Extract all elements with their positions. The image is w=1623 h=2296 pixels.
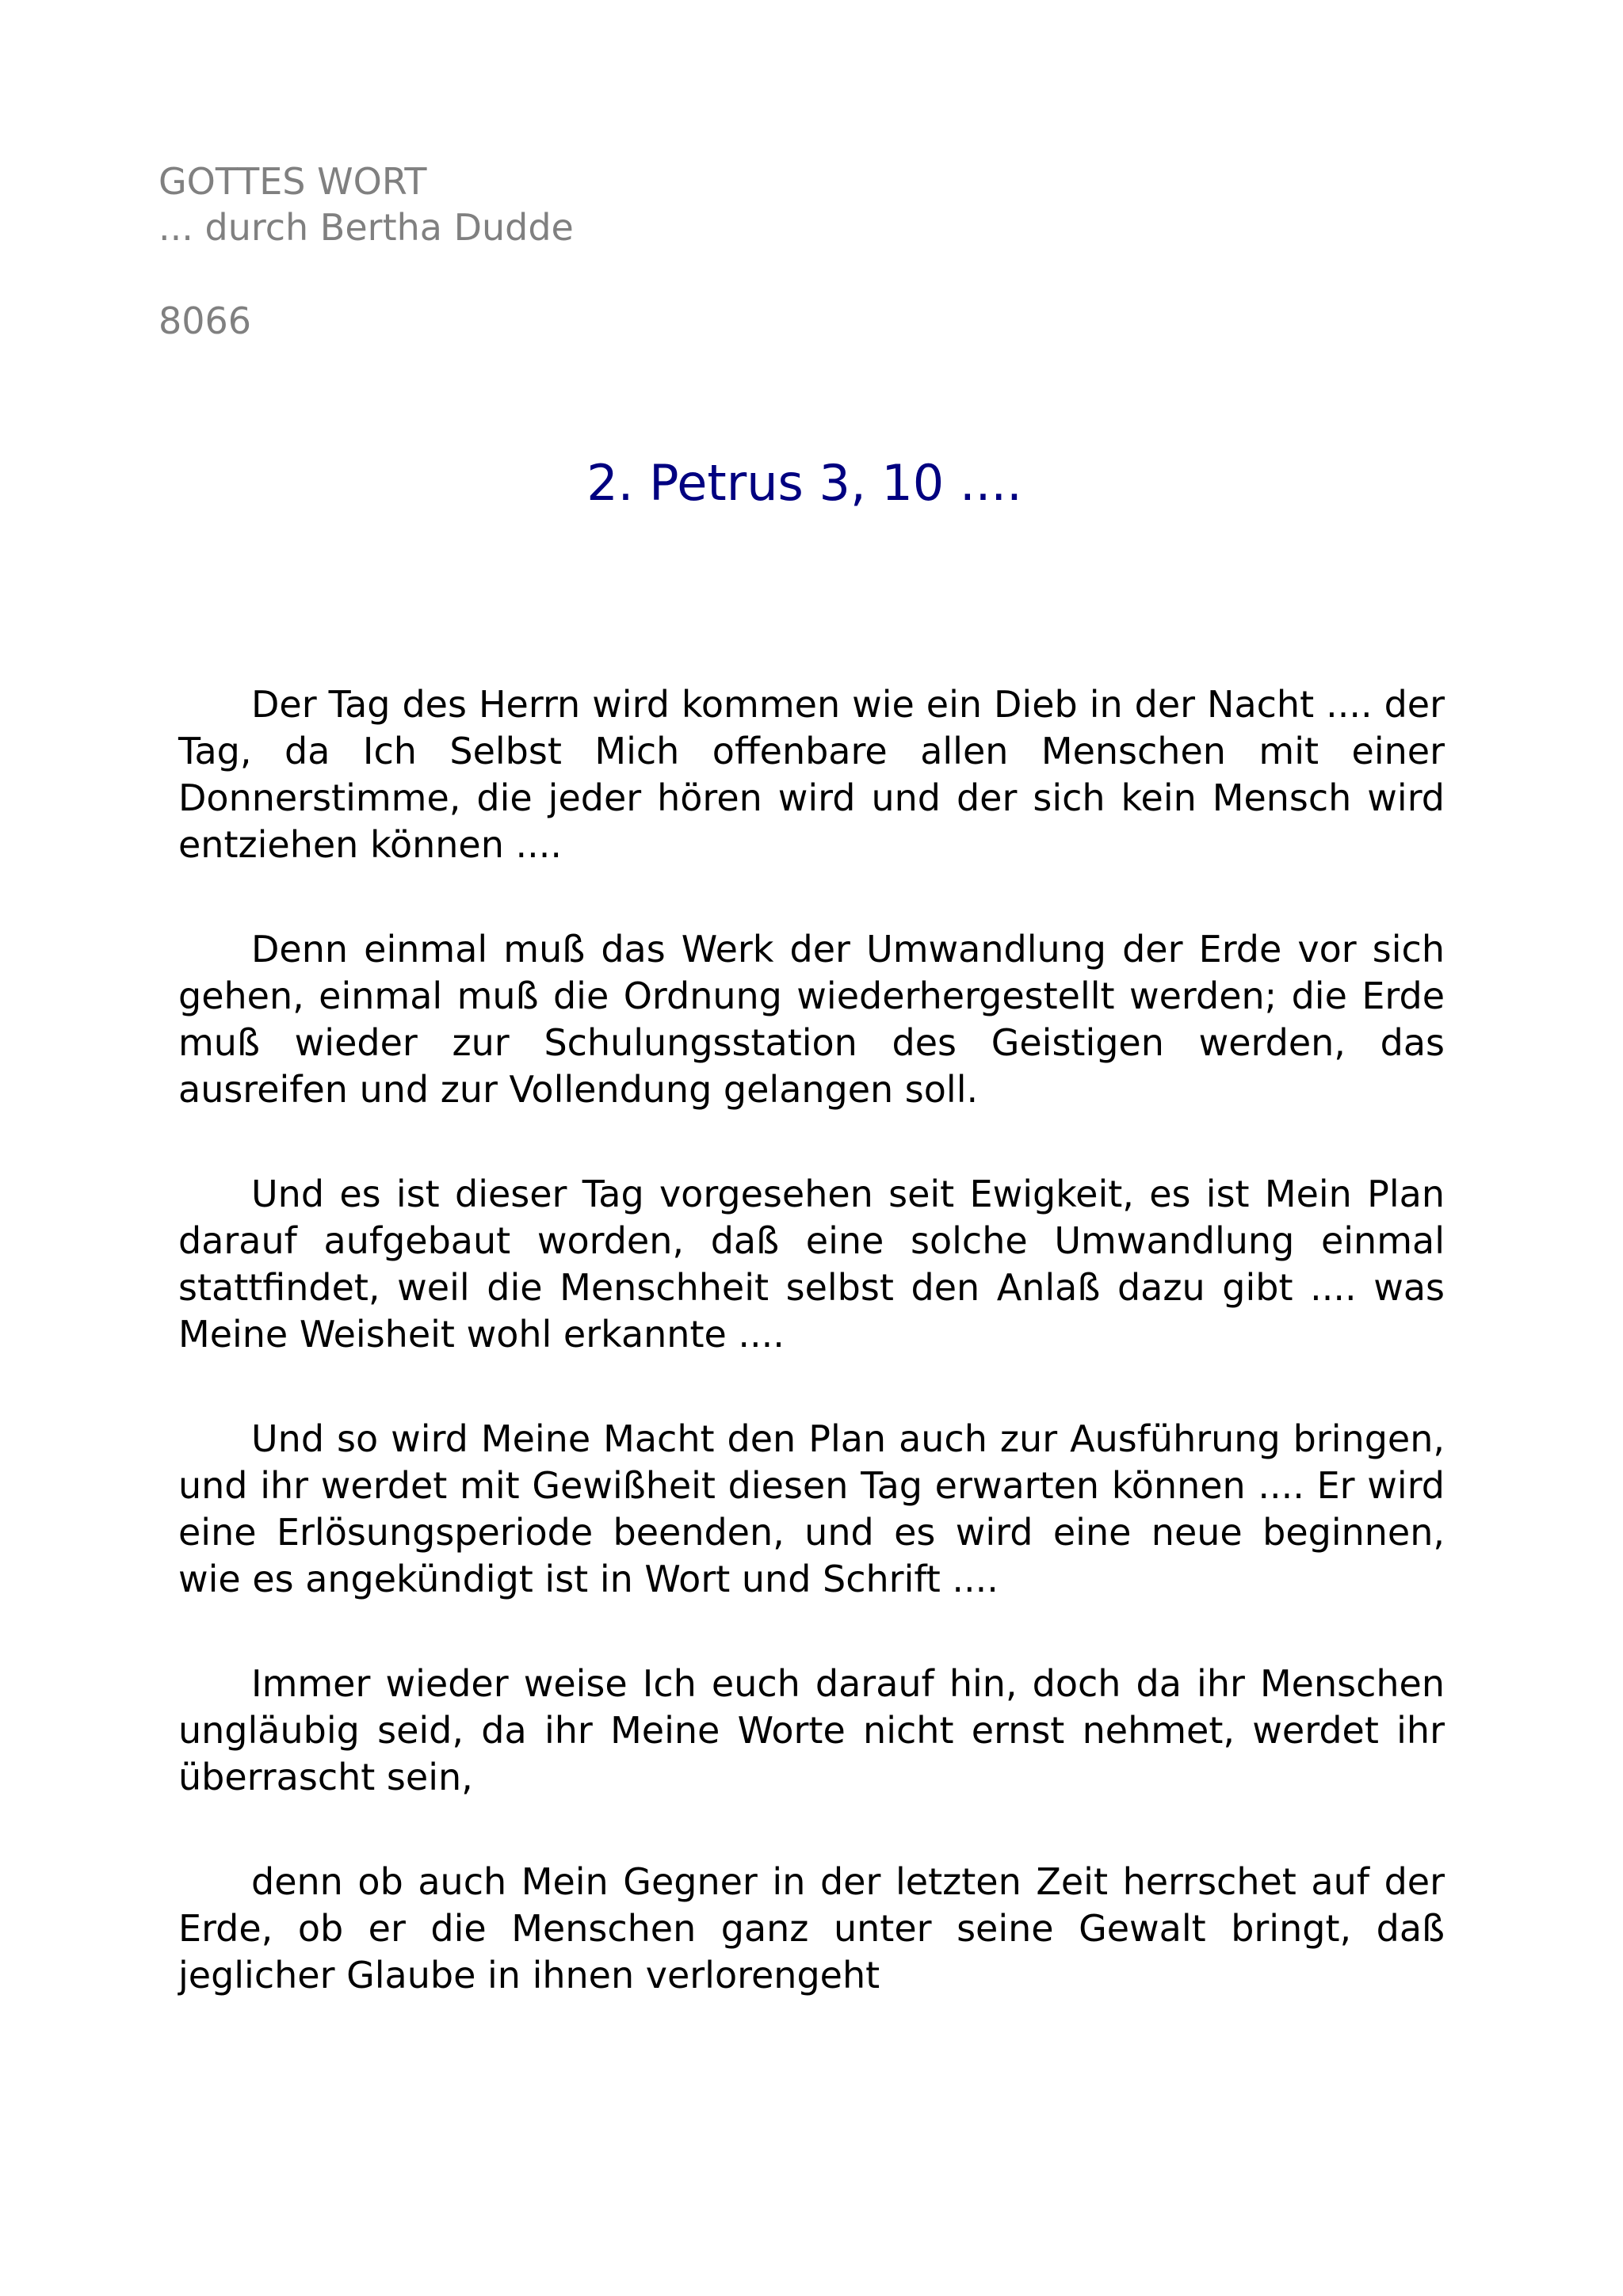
paragraph: Immer wieder weise Ich euch darauf hin, doch da ihr Menschen ungläubig seid, da ihr Meine Worte nicht ernst nehmet, werdet ihr überrascht sein, xyxy=(178,1662,1445,1798)
paragraph: Der Tag des Herrn wird kommen wie ein Dieb in der Nacht .... der Tag, da Ich Selbst Mich offenbare allen Menschen mit einer Donnerstimme, die jeder hören wird und der sich kein Mensch wird entziehen können .... xyxy=(178,683,1445,866)
paragraph: Und es ist dieser Tag vorgesehen seit Ewigkeit, es ist Mein Plan darauf aufgebaut worden, daß eine solche Umwandlung einmal stattfindet, weil die Menschheit selbst den Anlaß dazu gibt .... was Meine Weisheit wohl erkannte .... xyxy=(178,1173,1445,1356)
paragraph: Und so wird Meine Macht den Plan auch zur Ausführung bringen, und ihr werdet mit Gewißheit diesen Tag erwarten können .... Er wird eine Erlösungsperiode beenden, und es wird eine neue beginnen, wie es angekündigt ist in Wort und Schrift .... xyxy=(178,1417,1445,1600)
document-author: ... durch Bertha Dudde xyxy=(158,206,574,249)
document-number: 8066 xyxy=(158,299,252,342)
document-body xyxy=(178,681,1445,2057)
page-title: 2. Petrus 3, 10 .... xyxy=(586,454,1022,512)
document-header xyxy=(158,158,574,250)
paragraph: Denn einmal muß das Werk der Umwandlung der Erde vor sich gehen, einmal muß die Ordnung wiederhergestellt werden; die Erde muß wieder zur Schulungsstation des Geistigen werden, das ausreifen und zur Vollendung gelangen soll. xyxy=(178,928,1445,1111)
paragraph: denn ob auch Mein Gegner in der letzten Zeit herrschet auf der Erde, ob er die Menschen ganz unter seine Gewalt bringt, daß jeglicher Glaube in ihnen verlorengeht xyxy=(178,1860,1445,1997)
document-series-title: GOTTES WORT xyxy=(158,160,427,203)
